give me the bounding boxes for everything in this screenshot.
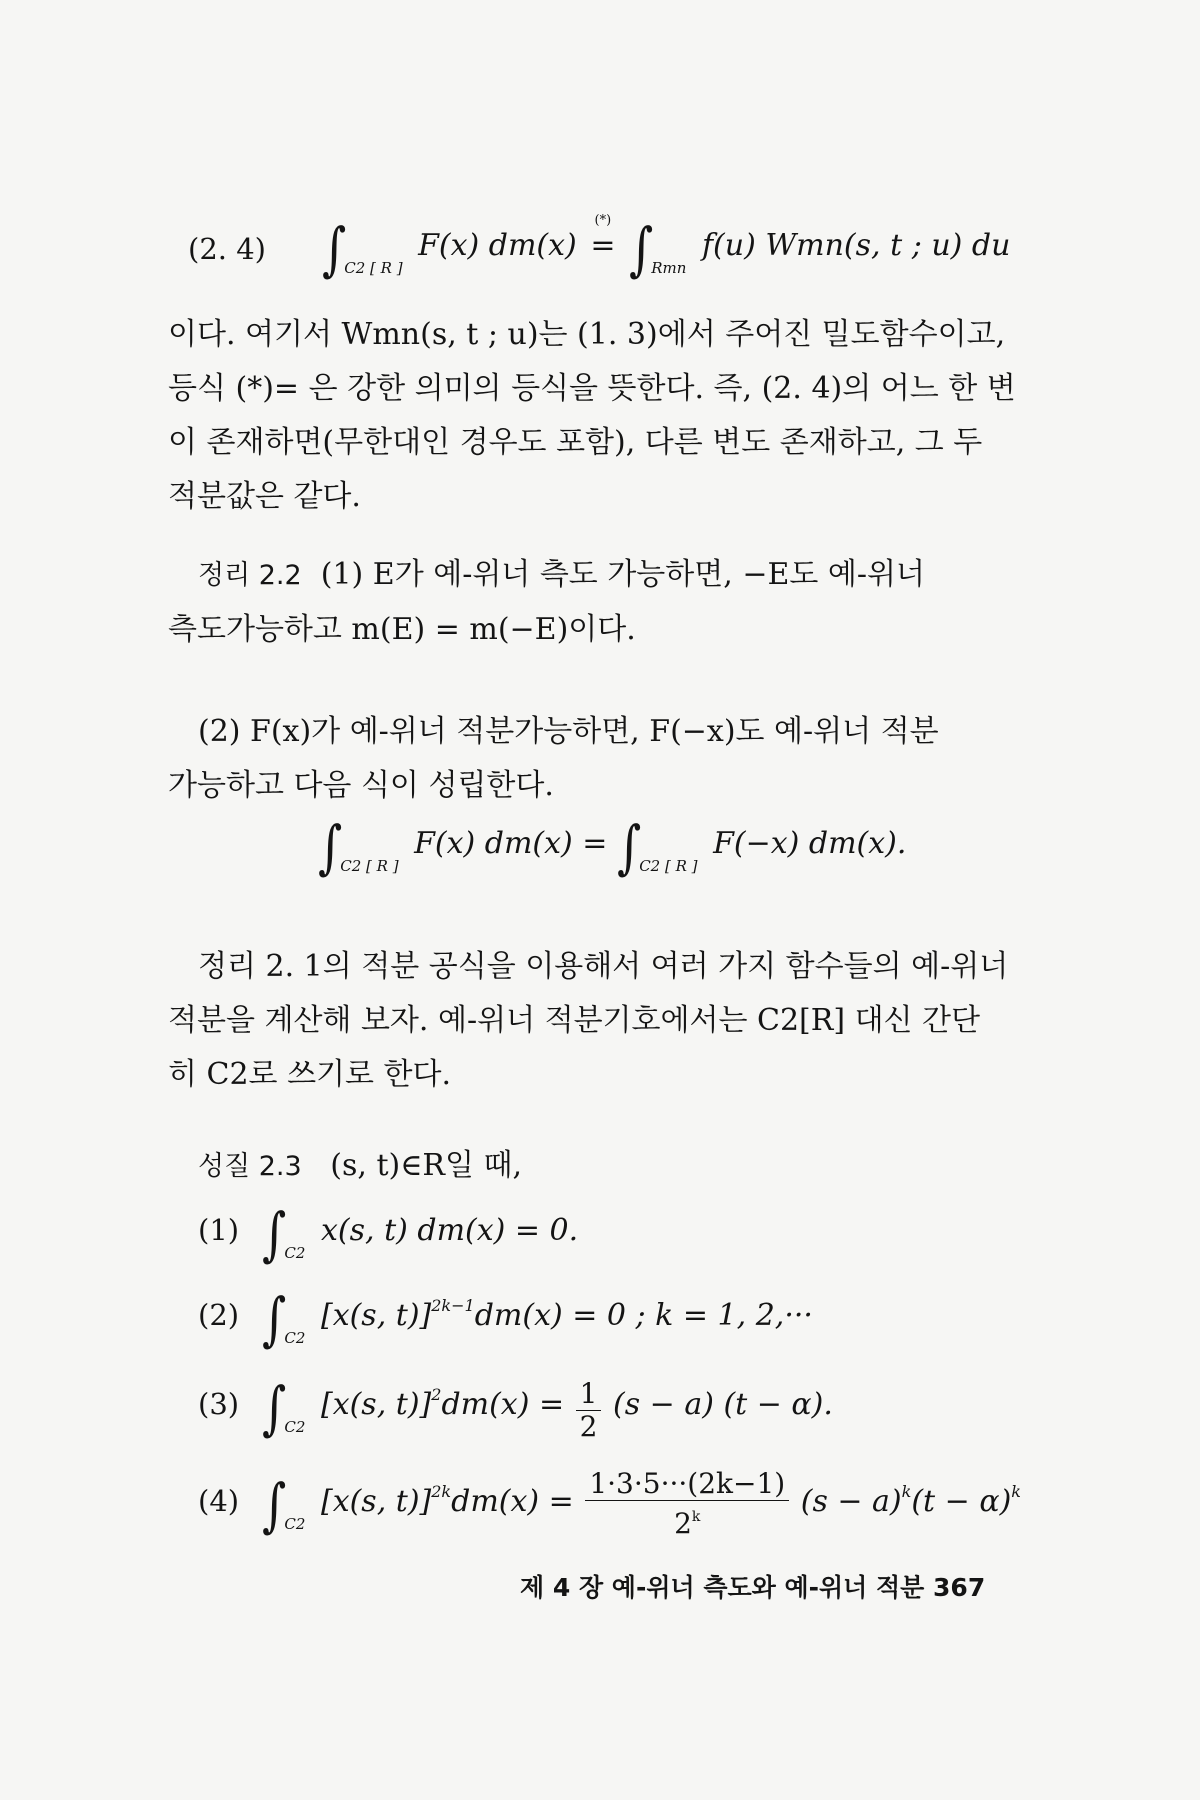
integral-domain: C2: [284, 1418, 306, 1436]
exponent: k: [901, 1482, 912, 1501]
property-item-3: [198, 1374, 833, 1443]
equation-rhs: f(u) Wmn(s, t ; u) du: [701, 228, 1011, 263]
integral-sign: ∫: [616, 813, 642, 881]
fraction-numerator: 1·3·5···(2k−1): [585, 1468, 789, 1501]
item-number: (2): [198, 1298, 240, 1332]
equation-2-4: [0, 213, 1200, 298]
text-line: (1) E가 예-위너 측도 가능하면, −E도 예-위너: [320, 557, 925, 592]
item-body: [x(s, t)]: [320, 1298, 432, 1333]
exponent: 2k−1: [431, 1296, 475, 1315]
integral-sign: ∫: [262, 1471, 287, 1539]
equation-rhs: F(−x) dm(x).: [713, 826, 907, 861]
integral-domain: C2 [ R ]: [344, 259, 403, 277]
paragraph-2: [168, 940, 1058, 1102]
integral-domain: C2 [ R ]: [639, 857, 698, 875]
item-body: x(s, t) dm(x) = 0.: [320, 1213, 579, 1248]
exponent: 2: [431, 1385, 442, 1404]
fraction-denominator: 2$^k$: [674, 1507, 701, 1540]
integral-domain: Rmn: [651, 259, 687, 277]
integral-sign: ∫: [629, 215, 654, 283]
item-tail: dm(x) = 0 ; k = 1, 2,···: [474, 1298, 813, 1333]
equation-lhs: F(x) dm(x): [418, 228, 577, 263]
integral-sign: ∫: [262, 1200, 287, 1268]
property-item-4: [198, 1468, 1021, 1540]
exponent: k: [1011, 1482, 1021, 1501]
integral-sign: ∫: [262, 1374, 287, 1442]
text-line: 적분값은 같다.: [168, 479, 361, 514]
item-number: (4): [198, 1484, 240, 1518]
integral-domain: C2: [284, 1515, 306, 1533]
text-line: (2) F(x)가 예-위너 적분가능하면, F(−x)도 예-위너 적분: [198, 714, 939, 749]
item-body: [x(s, t)]: [320, 1387, 432, 1422]
integral-domain: C2: [284, 1244, 306, 1262]
item-mid: dm(x) =: [451, 1484, 574, 1519]
text-line: 이 존재하면(무한대인 경우도 포함), 다른 변도 존재하고, 그 두: [168, 425, 983, 460]
item-number: (1): [198, 1213, 240, 1247]
property-label: 성질 2.3: [198, 1151, 302, 1182]
theorem-part-2: [168, 705, 1058, 813]
text-line: 이다. 여기서 Wmn(s, t ; u)는 (1. 3)에서 주어진 밀도함수이고,: [168, 317, 1006, 352]
integral-sign: ∫: [262, 1285, 287, 1353]
theorem-part-1: [168, 548, 1058, 657]
property-item-2: [198, 1285, 813, 1353]
equation-lhs: F(x) dm(x) =: [414, 826, 608, 861]
page-footer: 제 4 장 예-위너 측도와 예-위너 적분 367: [520, 1573, 986, 1602]
equation-number: (2. 4): [188, 232, 266, 266]
paragraph-1: [168, 308, 1058, 524]
item-tail-2: (t − α): [911, 1484, 1012, 1519]
fraction: [576, 1378, 602, 1443]
strong-equality: (*) =: [590, 213, 616, 263]
text-line: 등식 (*)= 은 강한 의미의 등식을 뜻한다. 즉, (2. 4)의 어느 한 변: [168, 371, 1016, 406]
fraction-numerator: 1: [576, 1378, 602, 1411]
integral-domain: C2: [284, 1329, 306, 1347]
text-line: 측도가능하고 m(E) = m(−E)이다.: [168, 612, 636, 647]
integral-domain: C2 [ R ]: [340, 857, 399, 875]
text-line: 가능하고 다음 식이 성립한다.: [168, 768, 554, 803]
item-tail: (s − a): [800, 1484, 902, 1519]
integral-sign: ∫: [322, 215, 347, 283]
equation-body: [322, 213, 1011, 283]
fraction: [585, 1468, 789, 1540]
text-line: 히 C2로 쓰기로 한다.: [168, 1057, 452, 1092]
theorem-2-2-equation: [318, 813, 907, 881]
theorem-label: 정리 2.2: [198, 560, 302, 591]
property-2-3-header: [198, 1140, 522, 1184]
integral-sign: ∫: [318, 813, 343, 881]
exponent: 2k: [431, 1482, 452, 1501]
item-body: [x(s, t)]: [320, 1484, 432, 1519]
denominator-exponent: k: [691, 1509, 701, 1525]
fraction-denominator: 2: [579, 1410, 598, 1443]
item-mid: dm(x) =: [441, 1387, 565, 1422]
property-item-1: [198, 1200, 579, 1268]
item-number: (3): [198, 1387, 240, 1421]
item-tail: (s − a) (t − α).: [613, 1387, 833, 1422]
theorem-2-2: [168, 548, 1058, 813]
text-line: 적분을 계산해 보자. 예-위너 적분기호에서는 C2[R] 대신 간단: [168, 1003, 981, 1038]
property-condition: (s, t)∈R일 때,: [330, 1148, 523, 1183]
star-mark: (*): [594, 213, 612, 228]
text-line: 정리 2. 1의 적분 공식을 이용해서 여러 가지 함수들의 예-위너: [198, 949, 1009, 984]
